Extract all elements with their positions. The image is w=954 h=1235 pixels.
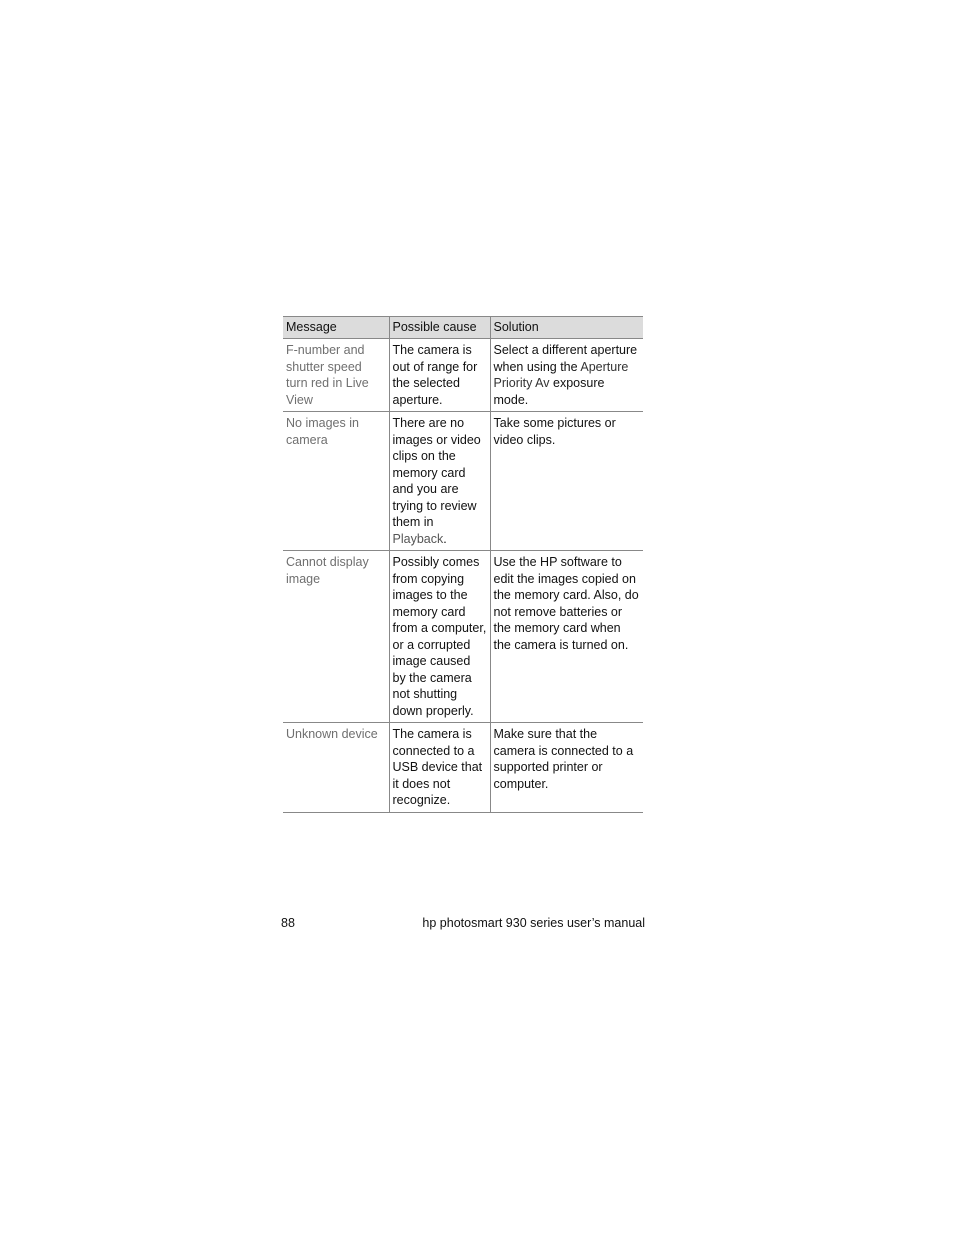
- message-cell: Unknown device: [283, 723, 389, 813]
- column-header-solution: Solution: [490, 317, 643, 339]
- message-cell: F-number and shutter speed turn red in Live View: [283, 339, 389, 412]
- table-header-row: [283, 317, 643, 339]
- page-number: 88: [281, 916, 295, 930]
- column-header-message: Message: [283, 317, 389, 339]
- mode-reference: Aperture Priority Av: [493, 359, 629, 390]
- column-header-cause: Possible cause: [389, 317, 490, 339]
- mode-reference: Playback: [392, 531, 444, 546]
- table-row: [283, 723, 643, 813]
- cause-cell: Possibly comes from copying images to the memory card from a computer, or a corrupted image caused by the camera not shutting down properly.: [389, 551, 490, 723]
- table-row: [283, 412, 643, 551]
- solution-cell: Use the HP software to edit the images copied on the memory card. Also, do not remove batteries or the memory card when the camera is turned on.: [490, 551, 643, 723]
- cause-cell: The camera is out of range for the selected aperture.: [389, 339, 490, 412]
- solution-cell: [490, 339, 643, 412]
- message-cell: Cannot display image: [283, 551, 389, 723]
- message-cell: No images in camera: [283, 412, 389, 551]
- cause-text: .: [443, 531, 447, 546]
- cause-cell: The camera is connected to a USB device that it does not recognize.: [389, 723, 490, 813]
- cause-cell: [389, 412, 490, 551]
- solution-text: exposure mode.: [493, 376, 605, 407]
- error-messages-table: [283, 316, 643, 813]
- manual-title: hp photosmart 930 series user’s manual: [422, 916, 645, 930]
- solution-text: Select a different aperture when using the: [493, 343, 638, 374]
- cause-text: There are no images or video clips on the memory card and you are trying to review them in: [392, 416, 481, 529]
- table-row: [283, 551, 643, 723]
- table-row: [283, 339, 643, 412]
- solution-cell: Take some pictures or video clips.: [490, 412, 643, 551]
- solution-cell: Make sure that the camera is connected to a supported printer or computer.: [490, 723, 643, 813]
